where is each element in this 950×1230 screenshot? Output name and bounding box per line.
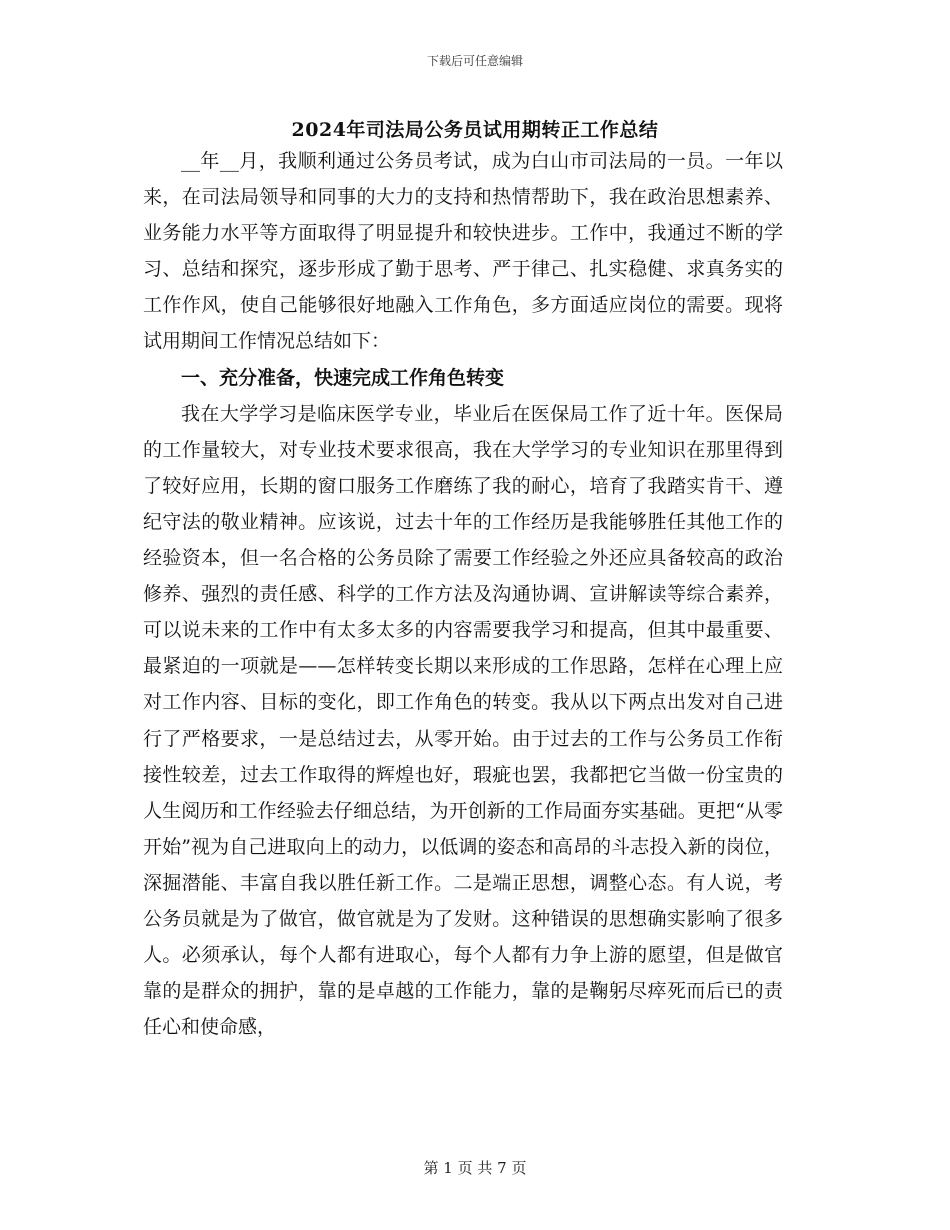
section-paragraph-1: 我在大学学习是临床医学专业，毕业后在医保局工作了近十年。医保局的工作量较大，对专业技术要求很高，我在大学学习的专业知识在那里得到了较好应用，长期的窗口服务工作磨练了我的耐心，培育了我踏实肯干、遵纪守法的敬业精神。应该说，过去十年的工作经历是我能够胜任其他工作的经验资本，但一名合格的公务员除了需要工作经验之外还应具备较高的政治修养、强烈的责任感、科学的工作方法及沟通协调、宣讲解读等综合素养，可以说未来的工作中有太多太多的内容需要我学习和提高，但其中最重要、最紧迫的一项就是——怎样转变长期以来形成的工作思路，怎样在心理上应对工作内容、目标的变化，即工作角色的转变。我从以下两点出发对自己进行了严格要求，一是总结过去，从零开始。由于过去的工作与公务员工作衔接性较差，过去工作取得的辉煌也好，瑕疵也罢，我都把它当做一份宝贵的人生阅历和工作经验去仔细总结，为开创新的工作局面夯实基础。更把“从零开始”视为自己进取向上的动力，以低调的姿态和高昂的斗志投入新的岗位，深掘潜能、丰富自我以胜任新工作。二是端正思想，调整心态。有人说，考公务员就是为了做官，做官就是为了发财。这种错误的思想确实影响了很多人。必须承认，每个人都有进取心，每个人都有力争上游的愿望，但是做官靠的是群众的拥护，靠的是卓越的工作能力，靠的是鞠躬尽瘁死而后已的责任心和使命感，: [143, 402, 783, 1039]
section-heading-1: 一、充分准备，快速完成工作角色转变: [181, 366, 505, 389]
document-body: [143, 143, 783, 1045]
page-number: 第 1 页 共 7 页: [423, 1159, 527, 1177]
intro-paragraph: __年__月，我顺利通过公务员考试，成为白山市司法局的一员。一年以来，在司法局领导和同事的大力的支持和热情帮助下，我在政治思想素养、业务能力水平等方面取得了明显提升和较快进步。工作中，我通过不断的学习、总结和探究，逐步形成了勤于思考、严于律己、扎实稳健、求真务实的工作作风，使自己能够很好地融入工作角色，多方面适应岗位的需要。现将试用期间工作情况总结如下：: [143, 150, 783, 353]
header-note: 下载后可任意编辑: [426, 54, 523, 68]
document-title: 2024年司法局公务员试用期转正工作总结: [291, 119, 659, 141]
